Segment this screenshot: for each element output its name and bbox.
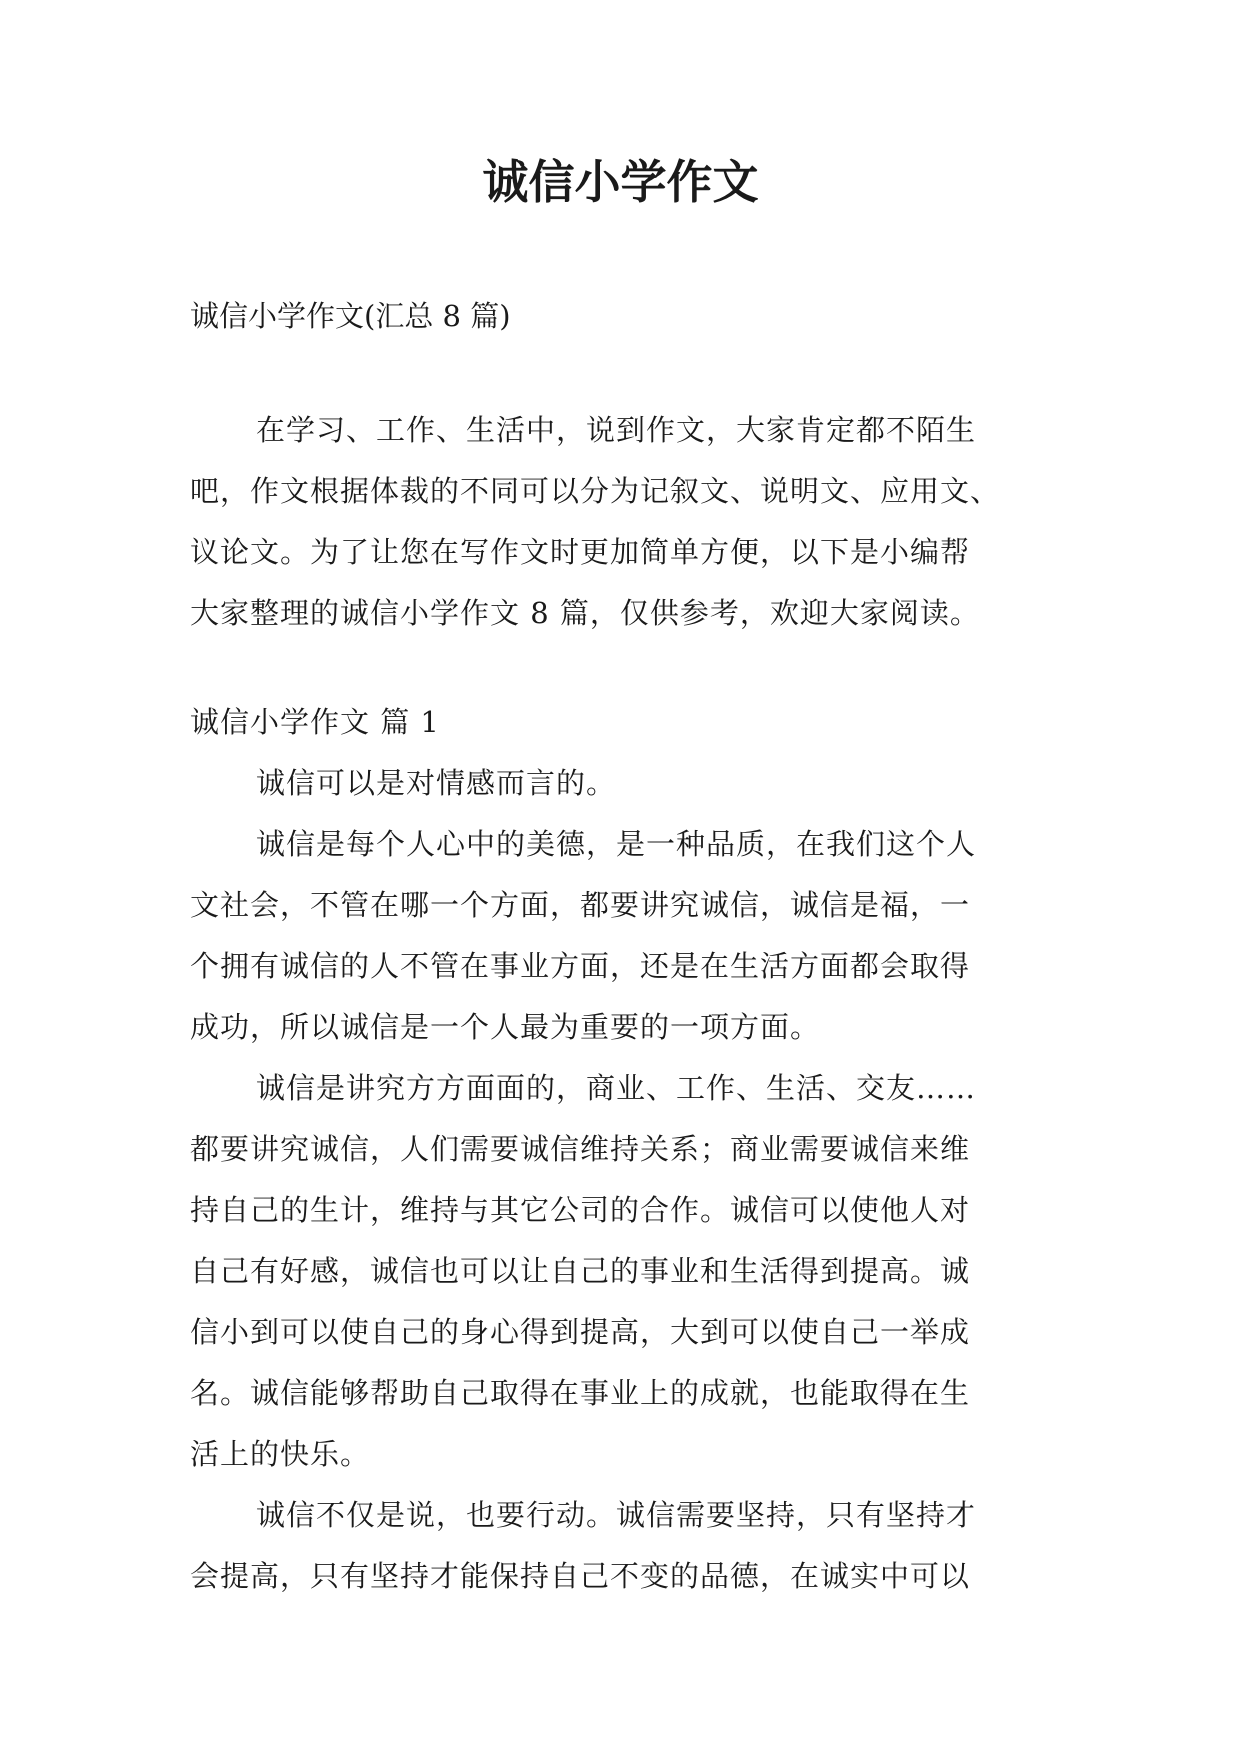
section-line: 都要讲究诚信，人们需要诚信维持关系；商业需要诚信来维 [190, 1132, 971, 1166]
section-line: 诚信是每个人心中的美德，是一种品质，在我们这个人 [256, 827, 977, 861]
section-line: 持自己的生计，维持与其它公司的合作。诚信可以使他人对 [190, 1193, 971, 1227]
section-line: 成功，所以诚信是一个人最为重要的一项方面。 [190, 1010, 821, 1044]
essay-section-1 [190, 692, 1060, 1607]
section-line: 诚信不仅是说，也要行动。诚信需要坚持，只有坚持才 [256, 1498, 977, 1532]
intro-line: 议论文。为了让您在写作文时更加简单方便，以下是小编帮 [190, 535, 971, 569]
section-line: 活上的快乐。 [190, 1437, 371, 1471]
document-subtitle: 诚信小学作文(汇总 8 篇) [190, 299, 511, 333]
section-line: 自己有好感，诚信也可以让自己的事业和生活得到提高。诚 [190, 1254, 971, 1288]
section-heading: 诚信小学作文 篇 1 [190, 705, 440, 739]
section-line: 诚信可以是对情感而言的。 [256, 766, 617, 800]
section-line: 个拥有诚信的人不管在事业方面，还是在生活方面都会取得 [190, 949, 971, 983]
section-line: 会提高，只有坚持才能保持自己不变的品德，在诚实中可以 [190, 1559, 971, 1593]
section-line: 名。诚信能够帮助自己取得在事业上的成就，也能取得在生 [190, 1376, 971, 1410]
intro-line: 在学习、工作、生活中，说到作文，大家肯定都不陌生 [256, 413, 977, 447]
document-title: 诚信小学作文 [482, 155, 759, 209]
intro-line: 吧，作文根据体裁的不同可以分为记叙文、说明文、应用文、 [190, 474, 1001, 508]
section-line: 文社会，不管在哪一个方面，都要讲究诚信，诚信是福，一 [190, 888, 971, 922]
section-line: 诚信是讲究方方面面的，商业、工作、生活、交友…… [256, 1071, 977, 1105]
section-line: 信小到可以使自己的身心得到提高，大到可以使自己一举成 [190, 1315, 971, 1349]
intro-paragraph [190, 400, 1060, 644]
intro-line: 大家整理的诚信小学作文 8 篇，仅供参考，欢迎大家阅读。 [190, 596, 980, 630]
